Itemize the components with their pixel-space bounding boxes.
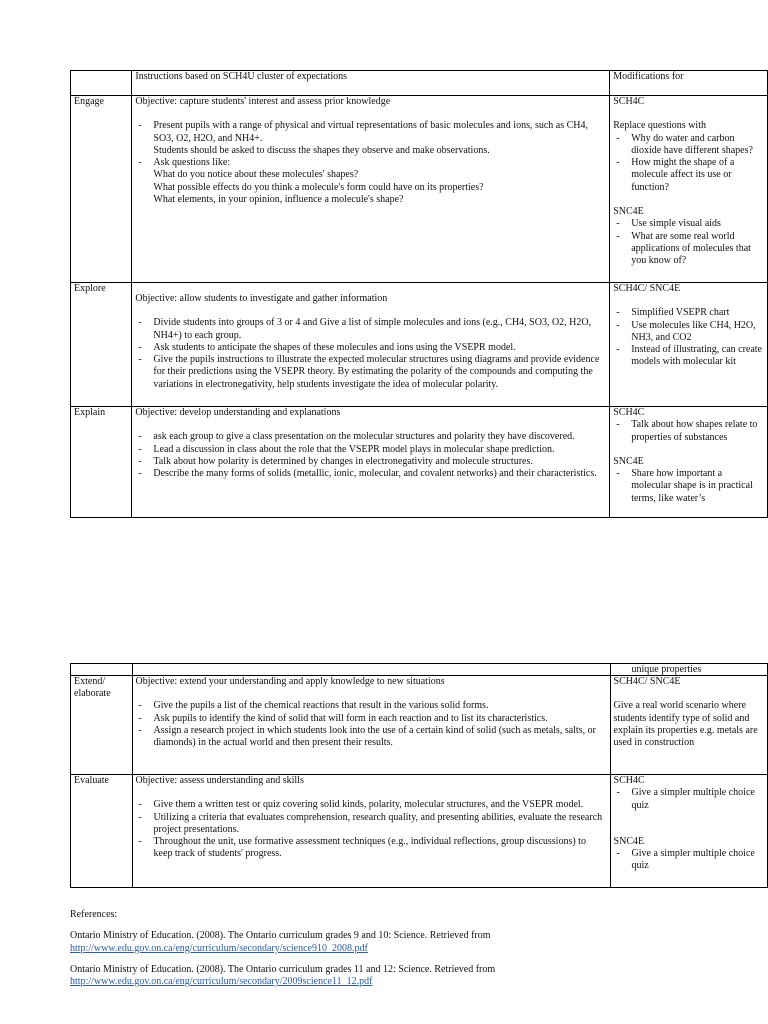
extend-mod-text: Give a real world scenario where students identify type of solid and explain its properties e.g. metals are used in construction: [613, 700, 758, 749]
evaluate-modifications: [610, 775, 767, 888]
explain-mod-course-1: SCH4C: [613, 407, 645, 418]
reference-1: [70, 930, 750, 955]
explore-instructions: [132, 283, 610, 407]
explain-mod-2-tail: unique properties: [631, 664, 702, 675]
extend-bullet-3: - Assign a research project in which students look into the use of a certain kind of solid (such as metals, salts, or diamonds) in the actual world and then present their results.: [136, 725, 607, 750]
evaluate-objective: Objective: assess understanding and skills: [135, 775, 304, 786]
continuation-row: [71, 664, 768, 676]
explore-mod-3: - Instead of illustrating, can create models with molecular kit: [613, 344, 764, 369]
explore-bullet-2: - Ask students to anticipate the shapes of these molecules and ions using the VSEPR model.: [135, 342, 606, 354]
engage-question-2: What possible effects do you think a molecule's form could have on its properties?: [153, 181, 484, 193]
phase-header: [71, 71, 132, 96]
evaluate-bullet-3: - Throughout the unit, use formative assessment techniques (e.g., individual reflections, group discussions) to keep track of students' progress.: [136, 836, 607, 861]
extend-bullet-2: - Ask pupils to identify the kind of solid that will form in each reaction and to list its characteristics.: [136, 713, 607, 725]
continuation-modifications-cell: [610, 664, 767, 676]
explain-mod-2: - Share how important a molecular shape is in practical terms, like water’s: [613, 468, 764, 505]
explore-mod-2: - Use molecules like CH4, H2O, NH3, and CO2: [613, 320, 764, 345]
explain-mod-1: - Talk about how shapes relate to properties of substances: [613, 419, 764, 444]
engage-bullet-2: [135, 157, 606, 206]
reference-1-text: Ontario Ministry of Education. (2008). The Ontario curriculum grades 9 and 10: Science. Retrieved from: [70, 930, 491, 942]
explore-bullet-1: - Divide students into groups of 3 or 4 and Give a list of simple molecules and ions (e.g., CH4, SO3, O2, H2O, NH4+) to each group.: [135, 317, 606, 342]
engage-question-1: What do you notice about these molecules' shapes?: [153, 169, 359, 181]
explain-instructions: [132, 407, 610, 518]
lesson-plan-table-part2: [70, 663, 768, 888]
header-row: [71, 71, 768, 96]
extend-bullet-1: - Give the pupils a list of the chemical reactions that result in the various solid forms.: [136, 700, 607, 712]
engage-mod-3: - Use simple visual aids: [613, 218, 764, 230]
explain-bullet-4: - Describe the many forms of solids (metallic, ionic, molecular, and covalent networks) and their characteristics.: [135, 468, 606, 480]
engage-mod-course-1: SCH4C: [613, 96, 645, 107]
explain-objective: Objective: develop understanding and explanations: [135, 407, 341, 418]
explain-row: [71, 407, 768, 518]
extend-mod-course: SCH4C/ SNC4E: [613, 676, 681, 687]
evaluate-bullet-2: - Utilizing a criteria that evaluates comprehension, research quality, and presenting abilities, evaluate the research project presentations.: [136, 812, 607, 837]
references-section: [70, 909, 750, 988]
continuation-instructions-cell: [132, 664, 610, 676]
engage-objective: Objective: capture students' interest and assess prior knowledge: [135, 96, 391, 107]
reference-2-link[interactable]: http://www.edu.gov.on.ca/eng/curriculum/secondary/2009science11_12.pdf: [70, 976, 373, 988]
evaluate-mod-course-1: SCH4C: [613, 775, 645, 786]
explain-mod-course-2: SNC4E: [613, 455, 644, 467]
explain-modifications: [610, 407, 768, 518]
explain-bullet-3: - Talk about how polarity is determined by changes in electronegativity and molecule structures.: [135, 456, 606, 468]
explore-bullet-3: - Give the pupils instructions to illustrate the expected molecular structures using diagrams and provide evidence for their predictions using the VSEPR theory. By estimating the polarity of the compounds and computing the variations in electronegativity, help students investigate the idea of molecular polarity.: [135, 354, 606, 391]
engage-row: [71, 96, 768, 283]
reference-2-text: Ontario Ministry of Education. (2008). The Ontario curriculum grades 11 and 12: Science. Retrieved from: [70, 963, 496, 975]
evaluate-mod-course-2: SNC4E: [613, 835, 645, 847]
engage-bullet-2-text: Ask questions like:: [153, 157, 231, 169]
engage-bullet-1: [135, 120, 606, 157]
phase-label-explain: Explain: [71, 407, 132, 518]
explain-bullet-2: - Lead a discussion in class about the role that the VSEPR model plays in molecular shape prediction.: [135, 444, 606, 456]
evaluate-instructions: [132, 775, 610, 888]
explore-mod-1: - Simplified VSEPR chart: [613, 307, 764, 319]
engage-mod-4: - What are some real world applications of molecules that you know of?: [613, 231, 764, 268]
extend-row: [71, 676, 768, 775]
phase-label-engage: Engage: [71, 96, 132, 283]
references-heading: References:: [70, 909, 118, 920]
phase-label-extend: Extend/ elaborate: [71, 676, 133, 775]
engage-modifications: [610, 96, 768, 283]
explore-modifications: [610, 283, 768, 407]
phase-label-explore: Explore: [71, 283, 132, 407]
engage-bullet-1-continuation: Students should be asked to discuss the shapes they observe and make observations.: [153, 144, 490, 156]
continuation-phase-cell: [71, 664, 133, 676]
explore-mod-course: SCH4C/ SNC4E: [613, 283, 681, 294]
extend-objective: Objective: extend your understanding and apply knowledge to new situations: [135, 676, 445, 687]
explore-objective: Objective: allow students to investigate and gather information: [135, 293, 388, 304]
evaluate-row: [71, 775, 768, 888]
modifications-header: Modifications for: [610, 71, 768, 96]
explore-row: [71, 283, 768, 407]
engage-bullet-1-text: Present pupils with a range of physical and virtual representations of basic molecules and ions, such as CH4, SO3, O2, H2O, and NH4+.: [153, 120, 589, 144]
reference-1-link[interactable]: http://www.edu.gov.on.ca/eng/curriculum/secondary/science910_2008.pdf: [70, 942, 368, 954]
engage-mod-1: - Why do water and carbon dioxide have different shapes?: [613, 133, 764, 158]
engage-question-3: What elements, in your opinion, influence a molecule's shape?: [153, 194, 404, 206]
evaluate-mod-1: - Give a simpler multiple choice quiz: [614, 787, 764, 812]
phase-label-evaluate: Evaluate: [71, 775, 133, 888]
evaluate-bullet-1: - Give them a written test or quiz covering solid kinds, polarity, molecular structures, and the VSEPR model.: [136, 799, 607, 811]
extend-instructions: [132, 676, 610, 775]
explain-bullet-1: - ask each group to give a class presentation on the molecular structures and polarity they have discovered.: [135, 431, 606, 443]
extend-modifications: [610, 676, 767, 775]
engage-mod-2: - How might the shape of a molecule affect its use or function?: [613, 157, 764, 194]
reference-2: [70, 964, 750, 989]
engage-instructions: [132, 96, 610, 283]
evaluate-mod-2: - Give a simpler multiple choice quiz: [614, 848, 764, 873]
lesson-plan-table-part1: [70, 70, 768, 518]
engage-mod-course-2: SNC4E: [613, 206, 644, 218]
engage-mod-intro: Replace questions with: [613, 120, 706, 132]
instructions-header: Instructions based on SCH4U cluster of expectations: [132, 71, 610, 96]
